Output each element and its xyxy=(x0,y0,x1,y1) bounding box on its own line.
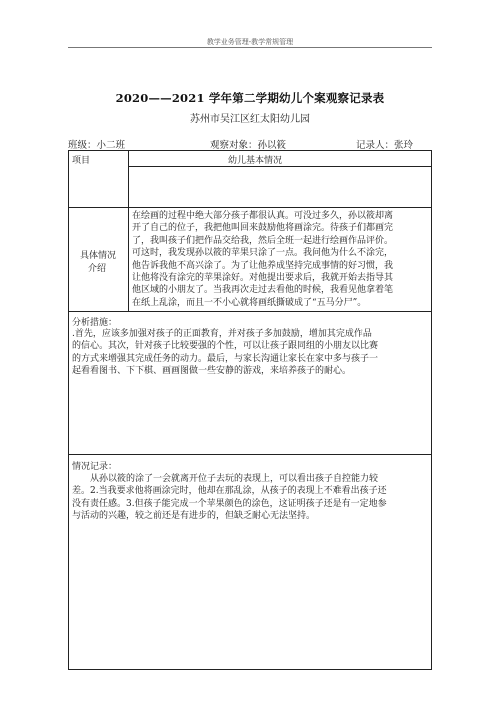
child-info-header: 幼儿基本情况 xyxy=(228,156,283,166)
analysis-line: .首先，应该多加强对孩子的正面教育，并对孩子多加鼓励，增加其完成作品 xyxy=(72,329,372,339)
item-label: 项目 xyxy=(72,156,91,166)
details-line: 他区域的小朋友了。当我再次走过去看他的时候，我看见他拿着笔 xyxy=(132,285,394,296)
analysis-line: 的信心。其次，针对孩子比较要强的个性，可以让孩子跟同组的小朋友以比赛 xyxy=(72,341,379,352)
record-text xyxy=(72,473,428,523)
analysis-line: 起看看图书、下下棋、画画图做一些安静的游戏，来培养孩子的耐心。 xyxy=(72,366,352,377)
record-label: 情况记录： xyxy=(72,462,118,472)
row-divider-1 xyxy=(128,166,432,167)
details-line: 他告诉我他不高兴涂了。为了让他养成坚持完成事情的好习惯，我 xyxy=(132,260,394,271)
record-line: 与活动的兴趣，较之前还是有进步的，但缺乏耐心无法坚持。 xyxy=(72,511,316,522)
details-label-line2: 介绍 xyxy=(88,264,107,274)
header-rule xyxy=(68,47,432,48)
row-divider-3 xyxy=(68,311,432,312)
document-title: 2020——2021 学年第二学期幼儿个案观察记录表 xyxy=(115,91,385,105)
column-divider xyxy=(128,150,129,311)
record-line: 没有责任感。3.但孩子能完成一个苹果颜色的涂色，这证明孩子还是有一定地参 xyxy=(72,498,387,509)
details-text xyxy=(132,210,428,309)
details-line: 可这时，我发现孙以筱的苹果只涂了一点。我问他为什么不涂完， xyxy=(132,248,394,259)
record-line: 差。2.当我要求他将画涂完时，他却在那乱涂，从孩子的表现上不难看出孩子还 xyxy=(72,486,387,497)
running-header: 教学业务管理-教学常规管理 xyxy=(206,38,294,46)
school-name: 苏州市吴江区红太阳幼儿园 xyxy=(190,114,310,125)
record-line: 从孙以筱的涂了一会就离开位子去玩的表现上，可以看出孩子自控能力较 xyxy=(90,474,379,484)
details-line: 了，我叫孩子们把作品交给我，然后全班一起进行绘画作品评价。 xyxy=(132,235,394,246)
recorder-info: 记录人：张玲 xyxy=(356,140,414,151)
row-divider-2 xyxy=(68,207,432,208)
details-line: 让他将没有涂完的苹果涂好。对他提出要求后，我就开始去指导其 xyxy=(132,273,394,284)
subject-info: 观察对象：孙以筱 xyxy=(210,140,287,151)
row-divider-4 xyxy=(68,454,432,455)
analysis-text xyxy=(72,328,428,378)
details-line: 在绘画的过程中绝大部分孩子都很认真。可没过多久，孙以筱却离 xyxy=(132,211,394,221)
class-info: 班级：小二班 xyxy=(68,140,126,151)
details-line: 开了自己的位子，我把他叫回来鼓励他将画涂完。待孩子们都画完 xyxy=(132,223,394,234)
details-label-line1: 具体情况 xyxy=(80,251,117,261)
analysis-label: 分析措施： xyxy=(72,318,118,328)
analysis-line: 的方式来增强其完成任务的动力。最后，与家长沟通让家长在家中多与孩子一 xyxy=(72,353,379,364)
details-line: 在纸上乱涂，而且一不小心就将画纸撕破成了“五马分尸”。 xyxy=(132,297,367,308)
